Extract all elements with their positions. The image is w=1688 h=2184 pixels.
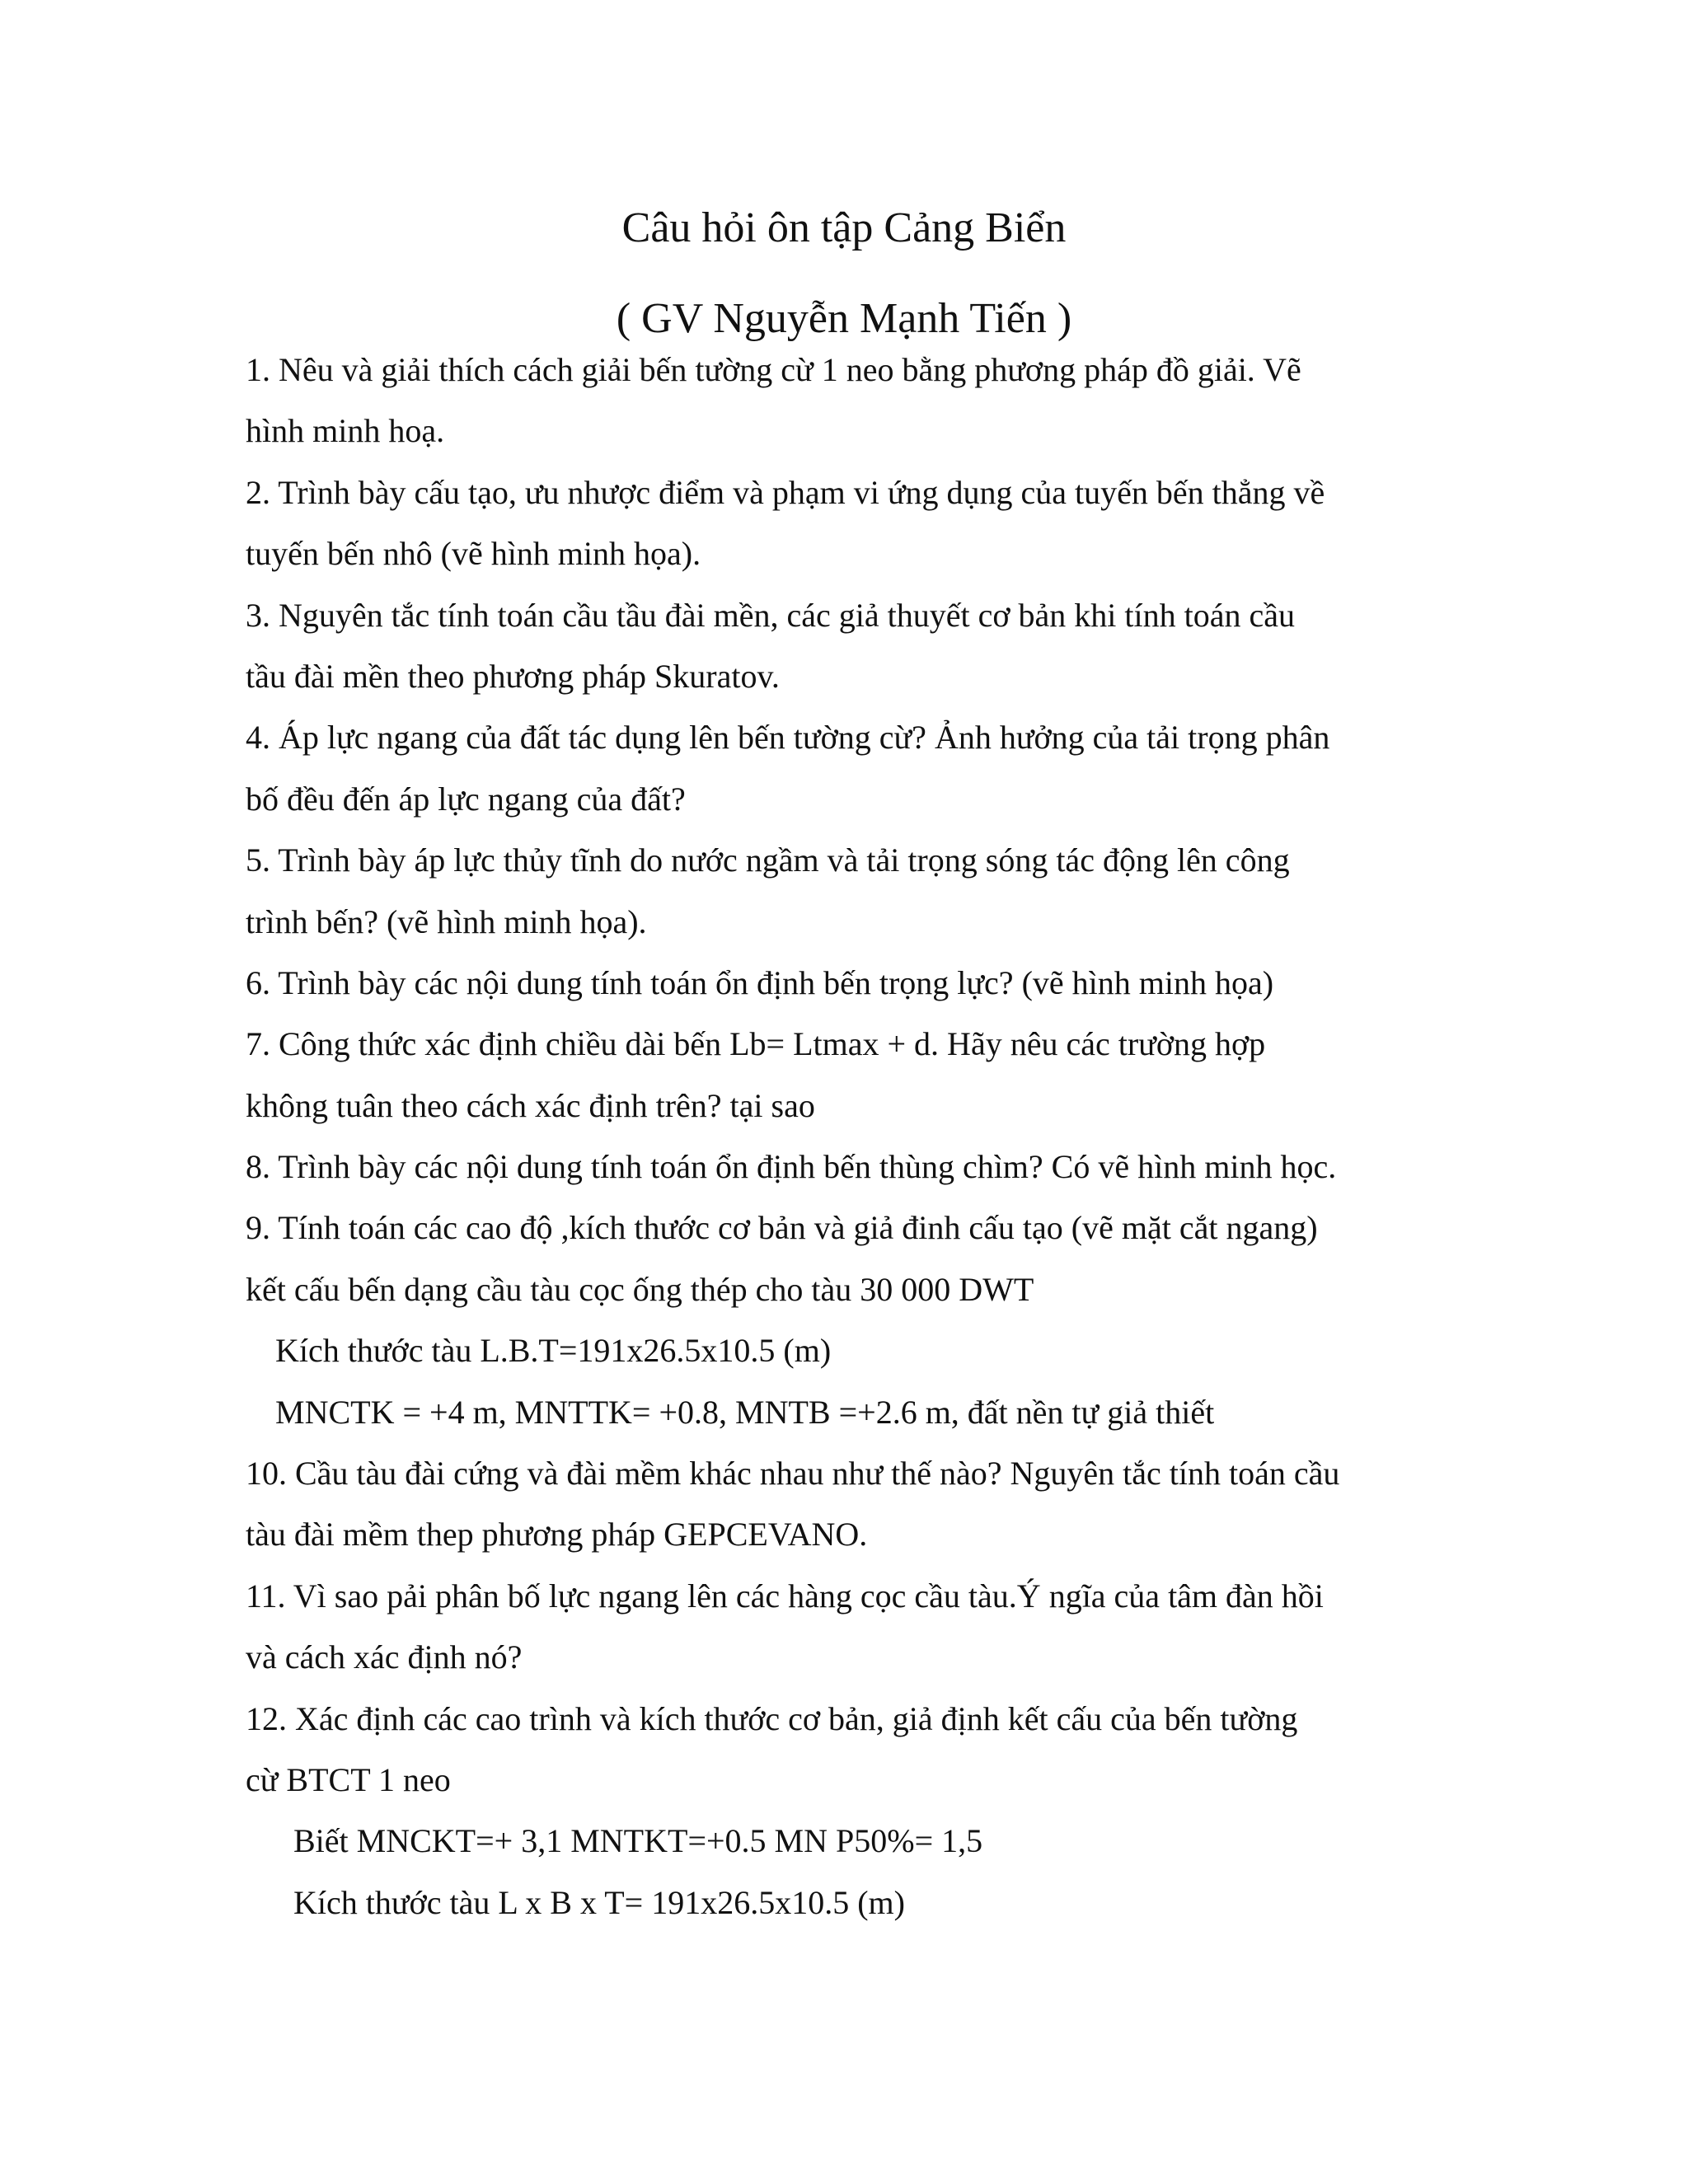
document-title: Câu hỏi ôn tập Cảng Biển xyxy=(621,204,1067,251)
question-4-line-2: bố đều đến áp lực ngang của đất? xyxy=(246,780,686,818)
question-3-line-2: tầu đài mền theo phương pháp Skuratov. xyxy=(246,657,780,695)
question-2-line-2: tuyến bến nhô (vẽ hình minh họa). xyxy=(246,535,701,573)
question-5-line-1: 5. Trình bày áp lực thủy tĩnh do nước ngầm và tải trọng sóng tác động lên công xyxy=(246,841,1290,879)
question-10-line-1: 10. Cầu tàu đài cứng và đài mềm khác nhau như thế nào? Nguyên tắc tính toán cầu xyxy=(246,1455,1340,1493)
document-subtitle: ( GV Nguyễn Mạnh Tiến ) xyxy=(616,295,1072,342)
question-11-line-2: và cách xác định nó? xyxy=(246,1638,523,1676)
question-7-line-1: 7. Công thức xác định chiều dài bến Lb= Ltmax + d. Hãy nêu các trường hợp xyxy=(246,1025,1266,1063)
question-2-line-1: 2. Trình bày cấu tạo, ưu nhược điểm và phạm vi ứng dụng của tuyến bến thẳng về xyxy=(246,473,1325,511)
question-12-line-2: cừ BTCT 1 neo xyxy=(246,1760,451,1798)
question-10-line-2: tàu đài mềm thep phương pháp GEPCEVANO. xyxy=(246,1516,868,1554)
question-9-line-2: kết cấu bến dạng cầu tàu cọc ống thép cho tàu 30 000 DWT xyxy=(246,1270,1034,1308)
question-1-line-1: 1. Nêu và giải thích cách giải bến tường cừ 1 neo bằng phương pháp đồ giải. Vẽ xyxy=(246,351,1301,388)
question-8-line-1: 8. Trình bày các nội dung tính toán ổn định bến thùng chìm? Có vẽ hình minh học. xyxy=(246,1148,1337,1186)
question-3-line-1: 3. Nguyên tắc tính toán cầu tầu đài mền, các giả thuyết cơ bản khi tính toán cầu xyxy=(246,596,1295,634)
title-block xyxy=(0,183,1688,364)
question-12-water-levels: Biết MNCKT=+ 3,1 MNTKT=+0.5 MN P50%= 1,5 xyxy=(293,1822,983,1860)
question-7-line-2: không tuân theo cách xác định trên? tại sao xyxy=(246,1086,815,1124)
question-5-line-2: trình bến? (vẽ hình minh họa). xyxy=(246,902,647,940)
question-9-water-levels: MNCTK = +4 m, MNTTK= +0.8, MNTB =+2.6 m, đất nền tự giả thiết xyxy=(275,1393,1215,1431)
question-11-line-1: 11. Vì sao pải phân bố lực ngang lên các hàng cọc cầu tàu.Ý ngĩa của tâm đàn hồi xyxy=(246,1577,1324,1615)
question-9-line-1: 9. Tính toán các cao độ ,kích thước cơ bản và giả đinh cấu tạo (vẽ mặt cắt ngang) xyxy=(246,1209,1318,1247)
question-4-line-1: 4. Áp lực ngang của đất tác dụng lên bến tường cừ? Ảnh hưởng của tải trọng phân xyxy=(246,719,1330,757)
question-12-ship-size: Kích thước tàu L x B x T= 191x26.5x10.5 (m) xyxy=(293,1883,905,1921)
question-list xyxy=(246,340,1449,1933)
question-9-ship-size: Kích thước tàu L.B.T=191x26.5x10.5 (m) xyxy=(275,1332,832,1370)
question-1-line-2: hình minh hoạ. xyxy=(246,412,445,450)
question-6-line-1: 6. Trình bày các nội dung tính toán ổn định bến trọng lực? (vẽ hình minh họa) xyxy=(246,963,1274,1001)
question-12-line-1: 12. Xác định các cao trình và kích thước cơ bản, giả định kết cấu của bến tường xyxy=(246,1699,1298,1737)
